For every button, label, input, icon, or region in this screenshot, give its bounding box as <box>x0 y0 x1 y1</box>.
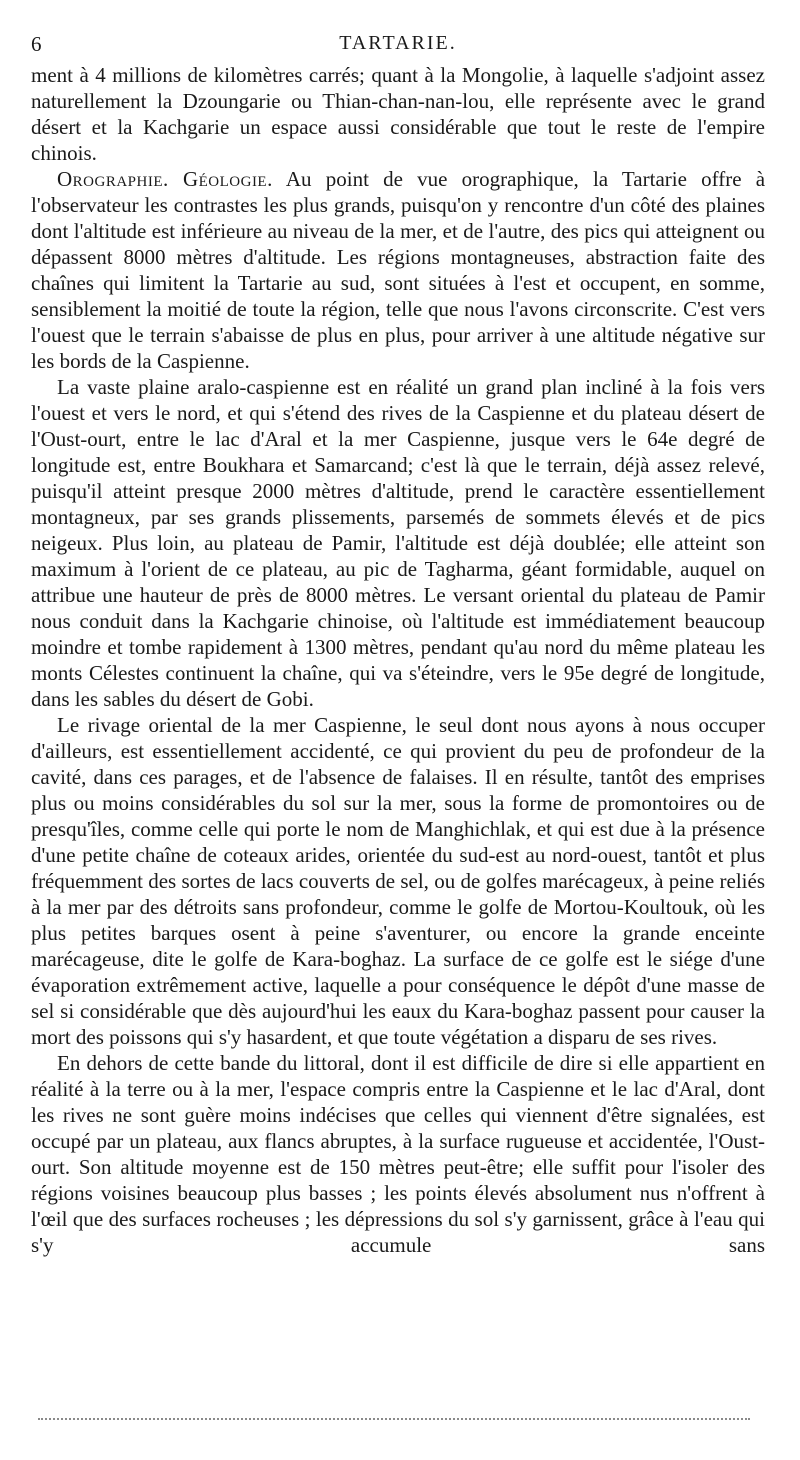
paragraph-aralo-caspian-plain: La vaste plaine aralo-caspienne est en réalité un grand plan incliné à la fois vers l'ouest et vers le nord, et qui s'étend des rives de la Caspienne et du plateau désert de l'Oust-ourt, entre le lac d'Aral et la mer Caspienne, jusque vers le 64e degré de longitude est, entre Boukhara et Samarcand; c'est là que le terrain, déjà assez relevé, puisqu'il atteint presque 2000 mètres d'altitude, prend le caractère essentiellement montagneux, par ses grands plissements, parsemés de sommets élevés et de pics neigeux. Plus loin, au plateau de Pamir, l'altitude est déjà doublée; elle atteint son maximum à l'orient de ce plateau, au pic de Tagharma, géant formidable, auquel on attribue une hauteur de près de 8000 mètres. Le versant oriental du plateau de Pamir nous conduit dans la Kachgarie chinoise, où l'altitude est immédiatement beaucoup moindre et tombe rapidement à 1300 mètres, pendant qu'au nord du même plateau les monts Célestes continuent la chaîne, qui va s'éteindre, vers le 95e degré de longitude, dans les sables du désert de Gobi. <box>31 375 765 711</box>
section-heading-geologie: Géologie. <box>182 167 273 191</box>
running-title: TARTARIE. <box>339 32 457 54</box>
paragraph-caspian-shore: Le rivage oriental de la mer Caspienne, le seul dont nous ayons à nous occuper d'ailleurs, est essentiellement accidenté, ce qui provient du peu de profondeur de la cavité, dans ces parages, et de l'absence de falaises. Il en résulte, tantôt des emprises plus ou moins considérables du sol sur la mer, sous la forme de promontoires ou de presqu'îles, comme celle qui porte le nom de Manghichlak, et qui est due à la présence d'une petite chaîne de coteaux arides, orientée du sud-est au nord-ouest, tantôt et plus fréquemment des sortes de lacs couverts de sel, ou de golfes marécageux, à peine reliés à la mer par des détroits sans profondeur, comme le golfe de Mortou-Koultouk, où les plus petites barques osent à peine s'aventurer, ou encore la grande enceinte marécageuse, dite le golfe de Kara-boghaz. La surface de ce golfe est le siége d'une évaporation extrêmement active, laquelle a pour conséquence le dépôt d'une masse de sel si considérable que dès aujourd'hui les eaux du Kara-boghaz passent pour causer la mort des poissons qui s'y hasardent, et que toute végétation a disparu de ses rives. <box>31 713 765 1049</box>
book-page <box>31 28 765 1258</box>
paragraph-orography <box>31 166 765 374</box>
paragraph-continuation: ment à 4 millions de kilomètres carrés; quant à la Mongolie, à laquelle s'adjoint assez naturellement la Dzoungarie ou Thian-chan-nan-lou, elle représente avec le grand désert et la Kachgarie un espace aussi considérable que tout le reste de l'empire chinois. <box>31 63 765 165</box>
page-header <box>31 28 765 62</box>
paragraph-orography-text: Au point de vue orographique, la Tartarie offre à l'observateur les contrastes les plus grands, puisqu'on y rencontre d'un côté des plaines dont l'altitude est inférieure au niveau de la mer, et de l'autre, des pics qui atteignent ou dépassent 8000 mètres d'altitude. Les régions montagneuses, abstraction faite des chaînes qui limitent la Tartarie au sud, sont situées à l'est et occupent, en somme, sensiblement la moitié de toute la région, telle que nous l'avons circonscrite. C'est vers l'ouest que le terrain s'abaisse de plus en plus, pour arriver à une altitude négative sur les bords de la Caspienne. <box>31 167 766 373</box>
footer-dotted-rule <box>38 1418 750 1420</box>
page-number: 6 <box>31 32 42 56</box>
paragraph-oust-ourt: En dehors de cette bande du littoral, dont il est difficile de dire si elle appartient en réalité à la terre ou à la mer, l'espace compris entre la Caspienne et le lac d'Aral, dont les rives ne sont guère moins indécises que celles qui viennent d'être signalées, est occupé par un plateau, aux flancs abruptes, à la surface rugueuse et accidentée, l'Oust-ourt. Son altitude moyenne est de 150 mètres peut-être; elle suffit pour l'isoler des régions voisines beaucoup plus basses ; les points élevés absolument nus n'offrent à l'œil que des surfaces rocheuses ; les dépressions du sol s'y garnissent, grâce à l'eau qui s'y accumule sans <box>31 1051 765 1257</box>
section-heading-orographie: Orographie. <box>57 167 169 191</box>
